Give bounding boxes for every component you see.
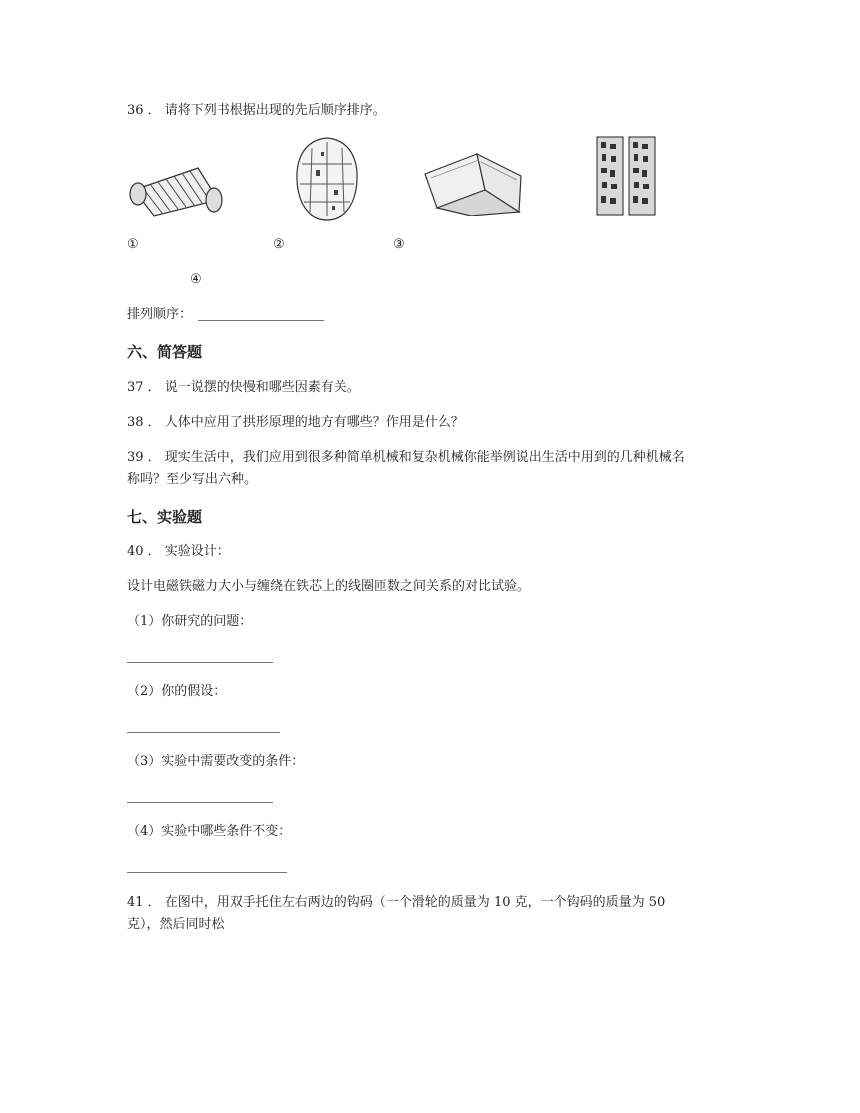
section-7-heading: 七、实验题 [127,508,203,526]
label-4: ④ [190,272,202,287]
question-37: 37 ． 说一说摆的快慢和哪些因素有关。 [127,380,360,395]
stone-tablet-picture [596,136,658,216]
open-book-picture [421,150,525,216]
part1-answer-blank[interactable] [127,662,273,663]
question-36-stem: 36 ． 请将下列书根据出现的先后顺序排序。 [127,103,386,118]
question-41-line1: 41 ． 在图中，用双手托住左右两边的钩码（一个滑轮的质量为 10 克，一个钩码的质量为 50 [127,895,666,910]
part2-answer-blank[interactable] [127,732,280,733]
question-38: 38 ． 人体中应用了拱形原理的地方有哪些？作用是什么？ [127,415,464,430]
question-41-line2: 克），然后同时松 [127,917,225,932]
section-6-heading: 六、简答题 [127,343,203,361]
bamboo-scroll-picture [128,160,226,218]
question-39-line2: 称吗？至少写出六种。 [127,472,258,487]
part4-answer-blank[interactable] [127,872,287,873]
tortoise-shell-picture [294,136,360,222]
label-3: ③ [393,237,405,252]
question-40-part4: （4）实验中哪些条件不变： [127,824,292,839]
question-40-part3: （3）实验中需要改变的条件： [127,754,305,769]
question-40-part2: （2）你的假设： [127,684,227,699]
order-label: 排列顺序： [127,307,193,322]
question-40-part1: （1）你研究的问题： [127,614,253,629]
question-40-desc: 设计电磁铁磁力大小与缠绕在铁芯上的线圈匝数之间关系的对比试验。 [127,579,531,594]
part3-answer-blank[interactable] [127,802,273,803]
label-2: ② [273,237,285,252]
question-39-line1: 39 ． 现实生活中，我们应用到很多种简单机械和复杂机械你能举例说出生活中用到的几种机械名 [127,450,685,465]
order-answer-blank[interactable] [198,320,324,321]
label-1: ① [127,237,139,252]
question-40-stem: 40 ． 实验设计： [127,544,230,559]
